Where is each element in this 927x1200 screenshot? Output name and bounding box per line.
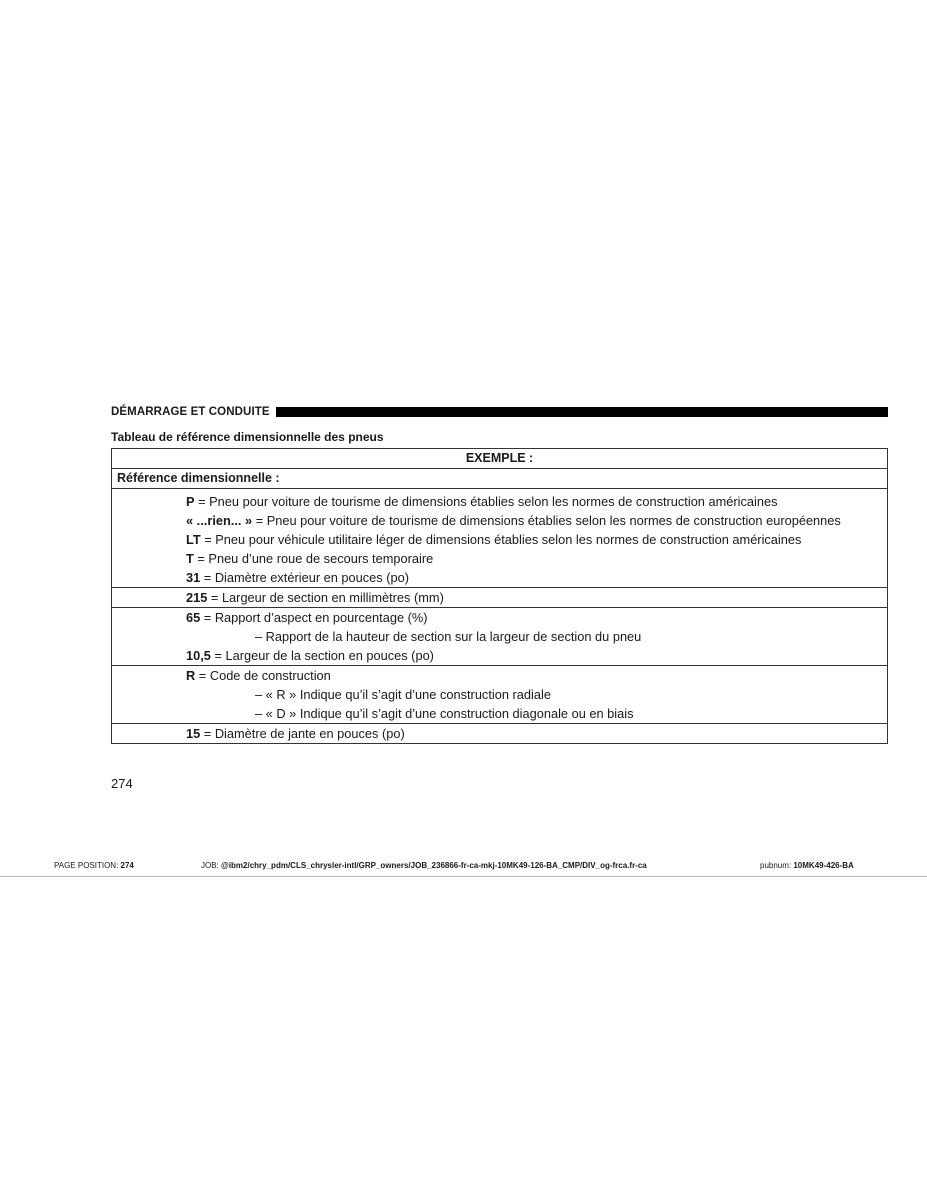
- term-key: 215: [186, 590, 208, 605]
- page-number: 274: [111, 776, 133, 791]
- table-header: EXEMPLE :: [112, 449, 887, 469]
- term-key: LT: [186, 532, 201, 547]
- footer-job-value: @ibm2/chry_pdm/CLS_chrysler-intl/GRP_owners/JOB_236866-fr-ca-mkj-10MK49-126-BA_CMP/DIV_og-frca.fr-ca: [221, 861, 647, 870]
- term-key: T: [186, 551, 194, 566]
- term-definition: = Largeur de section en millimètres (mm): [207, 590, 444, 605]
- table-body: [112, 489, 887, 743]
- term-definition: = Largeur de la section en pouces (po): [210, 648, 434, 663]
- term-key: 10,5: [186, 648, 211, 663]
- term-definition: = Diamètre extérieur en pouces (po): [200, 570, 409, 585]
- table-line: [112, 724, 887, 743]
- table-row-group: [112, 608, 887, 666]
- table-line: [112, 568, 887, 587]
- term-definition: = Pneu pour voiture de tourisme de dimensions établies selon les normes de construction européennes: [252, 513, 841, 528]
- term-key: « ...rien... »: [186, 513, 253, 528]
- section-title: DÉMARRAGE ET CONDUITE: [111, 406, 270, 418]
- term-definition: – « D » Indique qu’il s’agit d’une construction diagonale ou en biais: [255, 706, 634, 721]
- table-line: [112, 666, 887, 685]
- term-definition: = Pneu d’une roue de secours temporaire: [193, 551, 434, 566]
- table-caption: Tableau de référence dimensionnelle des pneus: [111, 430, 384, 444]
- footer-pubnum-value: 10MK49-426-BA: [793, 861, 854, 870]
- table-line: [112, 608, 887, 627]
- table-row-group: [112, 588, 887, 608]
- section-header: [111, 404, 888, 420]
- tire-size-table: [111, 448, 888, 744]
- footer-pubnum-label: pubnum:: [760, 861, 794, 870]
- term-key: 15: [186, 726, 201, 741]
- table-line: [112, 492, 887, 511]
- table-label-row: Référence dimensionnelle :: [112, 469, 887, 489]
- term-definition: – « R » Indique qu’il s’agit d’une construction radiale: [255, 687, 551, 702]
- footer-page-position: [54, 856, 134, 876]
- term-definition: = Rapport d’aspect en pourcentage (%): [200, 610, 428, 625]
- term-key: 65: [186, 610, 201, 625]
- footer-position-value: 274: [120, 861, 134, 870]
- table-subline: [112, 685, 887, 704]
- term-definition: = Diamètre de jante en pouces (po): [200, 726, 405, 741]
- table-line: [112, 530, 887, 549]
- term-definition: = Pneu pour véhicule utilitaire léger de dimensions établies selon les normes de construction américaines: [200, 532, 802, 547]
- footer-pubnum: [760, 856, 854, 876]
- table-row-group: [112, 489, 887, 588]
- term-key: R: [186, 668, 196, 683]
- table-subline: [112, 704, 887, 723]
- term-definition: – Rapport de la hauteur de section sur la largeur de section du pneu: [255, 629, 642, 644]
- table-row-group: [112, 666, 887, 724]
- term-definition: = Code de construction: [195, 668, 331, 683]
- footer-job-label: JOB:: [201, 861, 222, 870]
- footer-job: [201, 856, 647, 876]
- print-footer: [0, 856, 927, 877]
- table-row-group: [112, 724, 887, 743]
- table-line: [112, 549, 887, 568]
- term-key: 31: [186, 570, 201, 585]
- section-rule: [276, 407, 888, 417]
- table-subline: [112, 627, 887, 646]
- term-key: P: [186, 494, 195, 509]
- footer-position-label: PAGE POSITION:: [54, 861, 121, 870]
- table-line: [112, 588, 887, 607]
- term-definition: = Pneu pour voiture de tourisme de dimensions établies selon les normes de construction américaines: [194, 494, 778, 509]
- table-line: [112, 511, 887, 530]
- table-line: [112, 646, 887, 665]
